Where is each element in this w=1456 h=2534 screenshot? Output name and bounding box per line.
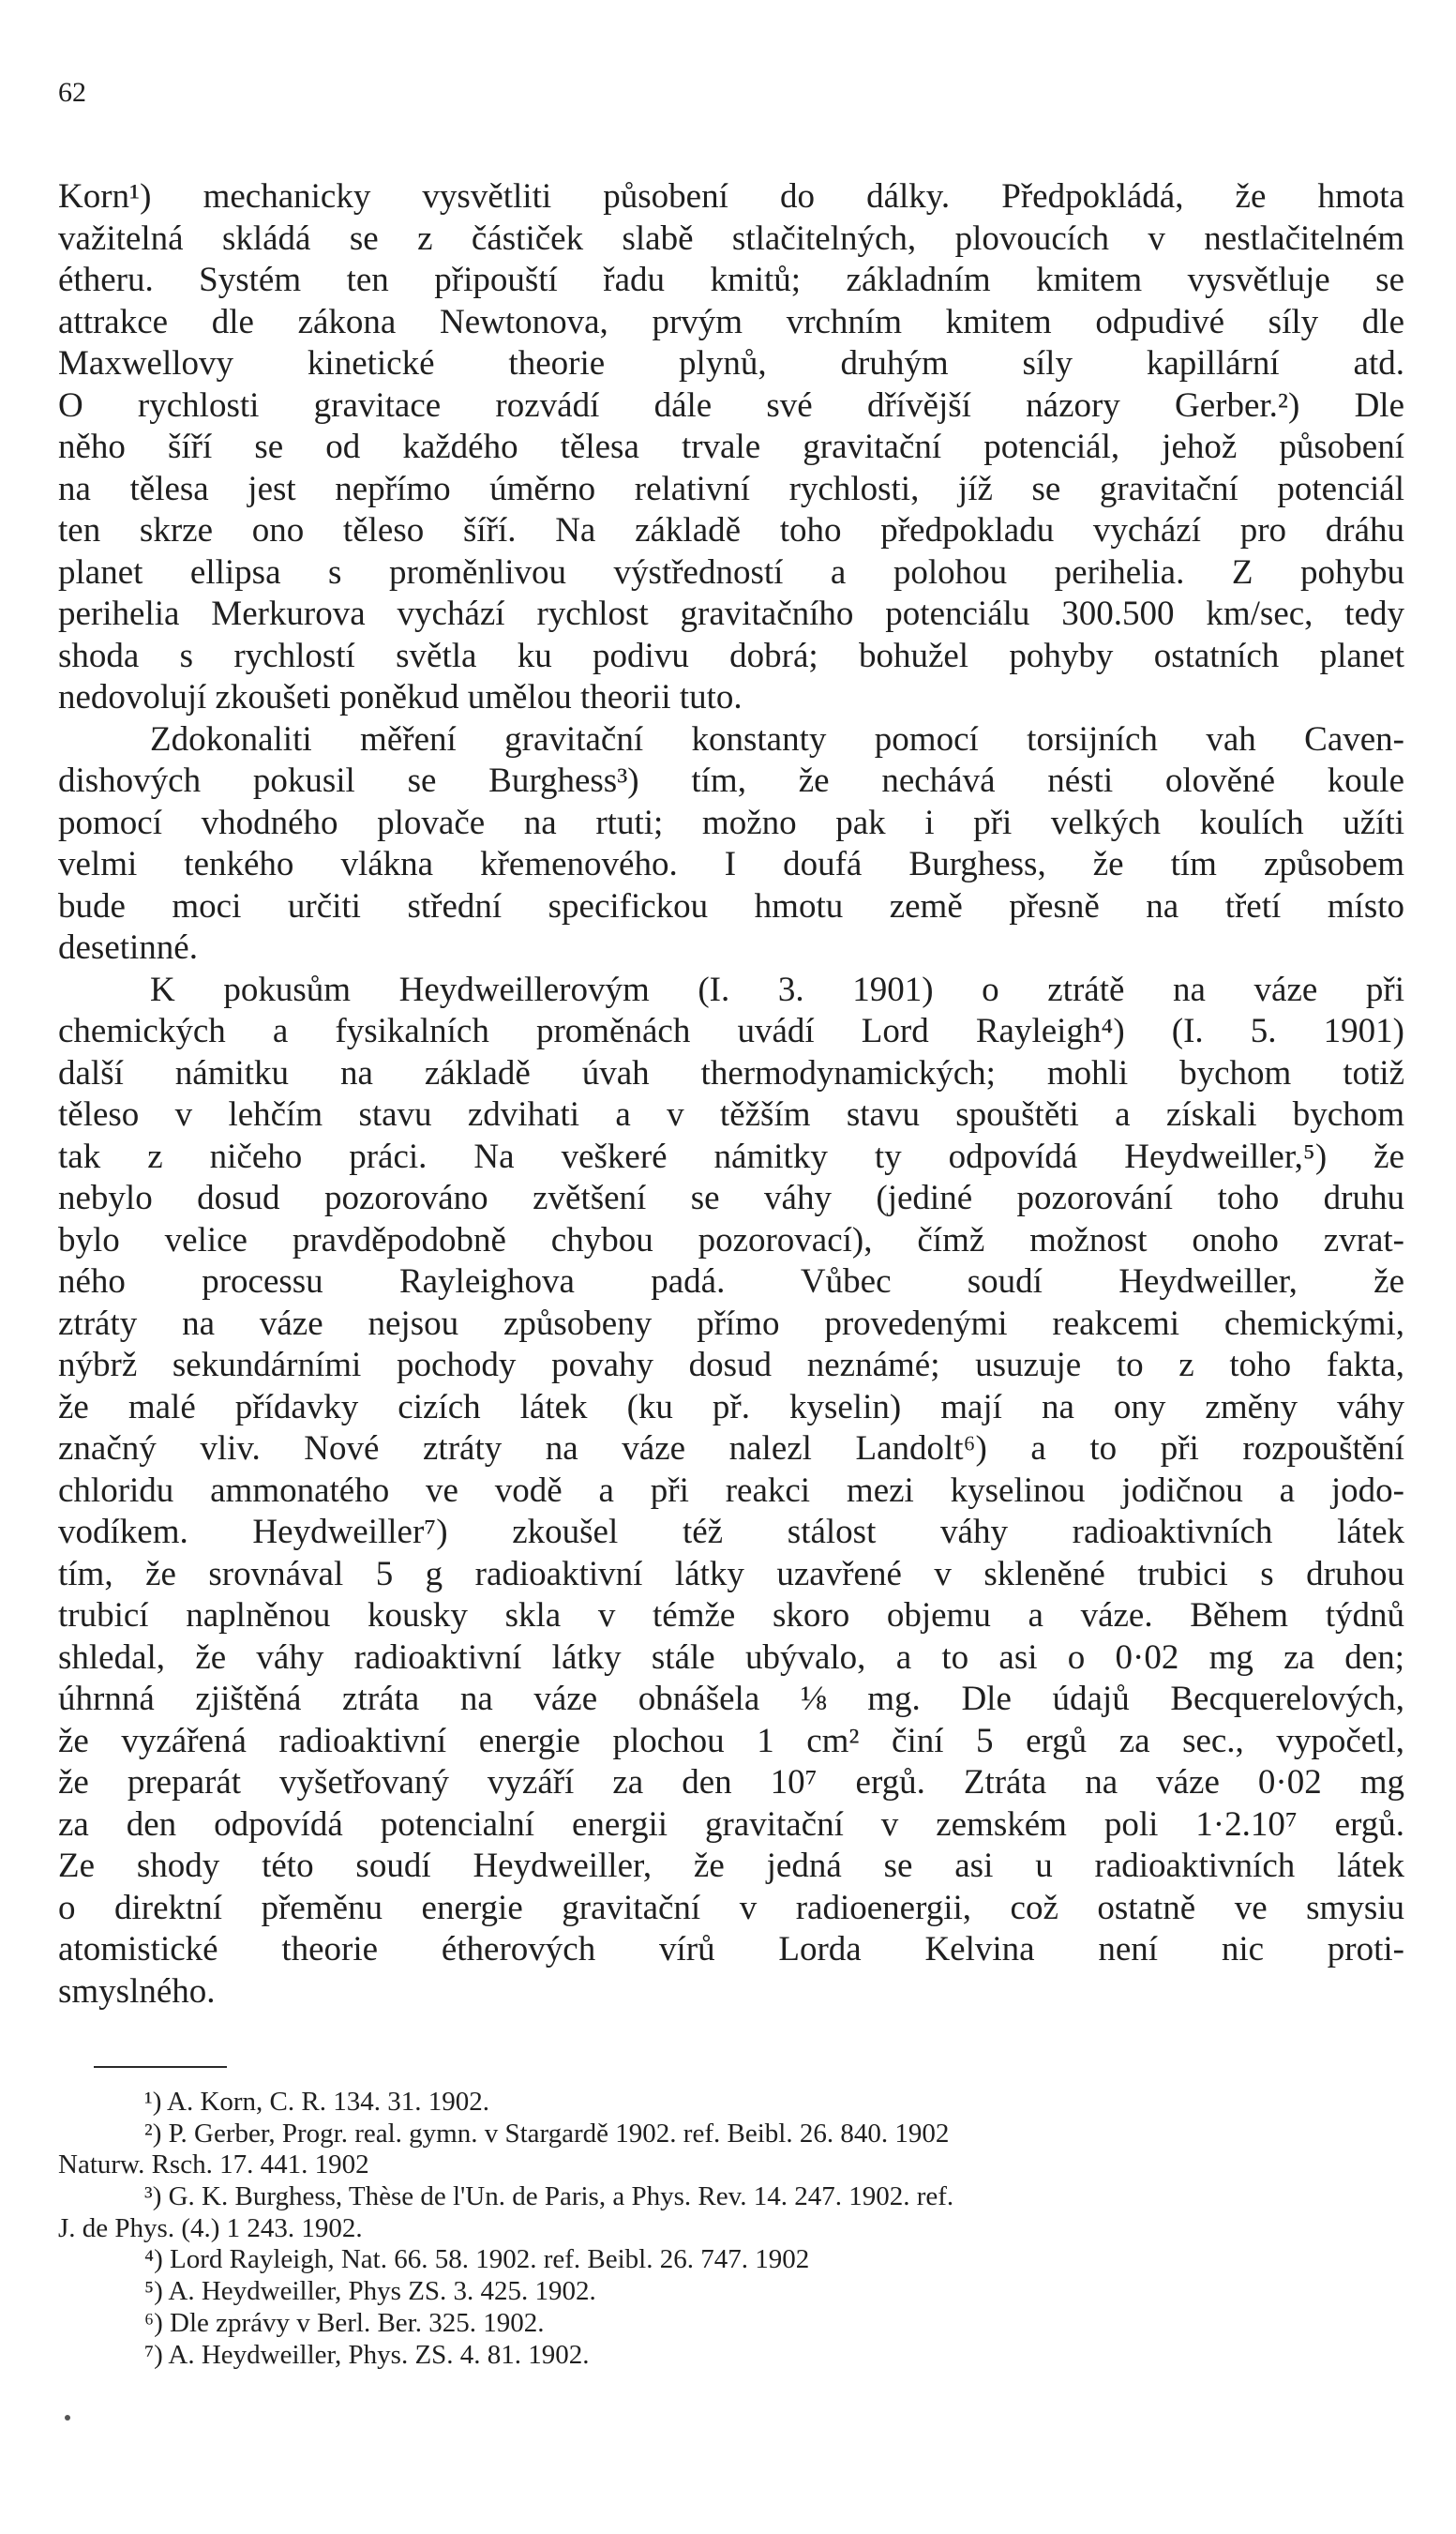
text-line: O rychlosti gravitace rozvádí dále své dřívější názory Gerber.²) Dle xyxy=(58,385,1404,425)
text-line: dishových pokusil se Burghess³) tím, že nechává nésti olověné koule xyxy=(58,762,1404,800)
footnote-line: ⁵) A. Heydweiller, Phys ZS. 3. 425. 1902. xyxy=(144,2276,596,2307)
footnote-line: ³) G. K. Burghess, Thèse de l'Un. de Paris, a Phys. Rev. 14. 247. 1902. ref. xyxy=(144,2181,954,2212)
text-line: že malé přídavky cizích látek (ku př. kyselin) mají na ony změny váhy xyxy=(58,1387,1404,1426)
text-line: pomocí vhodného plovače na rtuti; možno pak i při velkých koulích užíti xyxy=(58,803,1404,842)
text-line: tím, že srovnával 5 g radioaktivní látky uzavřené v skleněné trubici s druhou xyxy=(58,1554,1404,1593)
text-line: planet ellipsa s proměnlivou výstředností a polohou perihelia. Z pohybu xyxy=(58,552,1404,592)
text-line: chloridu ammonatého ve vodě a při reakci mezi kyselinou jodičnou a jodo- xyxy=(58,1471,1404,1510)
page-number: 62 xyxy=(58,77,86,108)
text-line: attrakce dle zákona Newtonova, prvým vrchním kmitem odpudivé síly dle xyxy=(58,302,1404,341)
footnote-line: ⁶) Dle zprávy v Berl. Ber. 325. 1902. xyxy=(144,2307,545,2338)
text-line: nebylo dosud pozorováno zvětšení se váhy (jediné pozorování toho druhu xyxy=(58,1179,1404,1217)
text-line: trubicí naplněnou kousky skla v témže skoro objemu a váze. Během týdnů xyxy=(58,1596,1404,1635)
text-line: velmi tenkého vlákna křemenového. I doufá Burghess, že tím způsobem xyxy=(58,845,1404,883)
text-line: značný vliv. Nové ztráty na váze nalezl Landolt⁶) a to při rozpouštění xyxy=(58,1429,1404,1468)
text-line: shoda s rychlostí světla ku podivu dobrá; bohužel pohyby ostatních planet xyxy=(58,636,1404,675)
text-line: K pokusům Heydweillerovým (I. 3. 1901) o ztrátě na váze při xyxy=(150,970,1404,1009)
text-line: těleso v lehčím stavu zdvihati a v těžším stavu spouštěti a získali bychom xyxy=(58,1095,1404,1134)
text-line: úhrnná zjištěná ztráta na váze obnášela ⅛ mg. Dle údajů Becquerelových, xyxy=(58,1680,1404,1718)
footnote-line: ⁷) A. Heydweiller, Phys. ZS. 4. 81. 1902. xyxy=(144,2339,590,2370)
text-line: tak z ničeho práci. Na veškeré námitky ty odpovídá Heydweiller,⁵) že xyxy=(58,1137,1404,1176)
text-line: Zdokonaliti měření gravitační konstanty pomocí torsijních vah Caven- xyxy=(150,719,1404,759)
text-line: shledal, že váhy radioaktivní látky stále ubývalo, a to asi o 0·02 mg za den; xyxy=(58,1637,1404,1677)
text-line: něho šíří se od každého tělesa trvale gravitační potenciál, jehož působení xyxy=(58,428,1404,466)
text-line: že preparát vyšetřovaný vyzáří za den 10⁷ ergů. Ztráta na váze 0·02 mg xyxy=(58,1763,1404,1802)
footnote-line: ¹) A. Korn, C. R. 134. 31. 1902. xyxy=(144,2087,489,2117)
text-line: že vyzářená radioaktivní energie plochou 1 cm² činí 5 ergů za sec., vypočetl, xyxy=(58,1721,1404,1760)
text-line: smyslného. xyxy=(58,1971,216,2011)
text-line: Maxwellovy kinetické theorie plynů, druhým síly kapillární atd. xyxy=(58,344,1404,383)
text-line: vodíkem. Heydweiller⁷) zkoušel též stálost váhy radioaktivních látek xyxy=(58,1513,1404,1551)
footnote-line: ⁴) Lord Rayleigh, Nat. 66. 58. 1902. ref. Beibl. 26. 747. 1902 xyxy=(144,2244,810,2275)
body-text xyxy=(58,176,1404,2013)
text-line: nýbrž sekundárními pochody povahy dosud neznámé; usuzuje to z toho fakta, xyxy=(58,1346,1404,1384)
text-line: perihelia Merkurova vychází rychlost gravitačního potenciálu 300.500 km/sec, tedy xyxy=(58,595,1404,633)
text-line: atomistické theorie étherových vírů Lorda Kelvina není nic proti- xyxy=(58,1930,1404,1968)
text-line: važitelná skládá se z částiček slabě stlačitelných, plovoucích v nestlačitelném xyxy=(58,219,1404,258)
text-line: nedovolují zkoušeti poněkud umělou theorii tuto. xyxy=(58,678,743,716)
text-line: bylo velice pravděpodobně chybou pozorovací), čímž možnost onoho zvrat- xyxy=(58,1220,1404,1259)
text-line: étheru. Systém ten připouští řadu kmitů; základním kmitem vysvětluje se xyxy=(58,261,1404,299)
text-line: ného processu Rayleighova padá. Vůbec soudí Heydweiller, že xyxy=(58,1262,1404,1301)
margin-mark xyxy=(65,2415,70,2421)
text-line: bude moci určiti střední specifickou hmotu země přesně na třetí místo xyxy=(58,886,1404,926)
text-line: Ze shody této soudí Heydweiller, že jedná se asi u radioaktivních látek xyxy=(58,1847,1404,1885)
footnote-line: Naturw. Rsch. 17. 441. 1902 xyxy=(58,2149,369,2180)
text-line: ten skrze ono těleso šíří. Na základě toho předpokladu vychází pro dráhu xyxy=(58,511,1404,550)
text-line: chemických a fysikalních proměnách uvádí Lord Rayleigh⁴) (I. 5. 1901) xyxy=(58,1012,1404,1050)
text-line: desetinné. xyxy=(58,928,198,967)
footnotes xyxy=(58,2087,1404,2371)
footnote-rule xyxy=(94,2066,227,2068)
text-line: na tělesa jest nepřímo úměrno relativní rychlosti, jíž se gravitační potenciál xyxy=(58,469,1404,508)
text-line: za den odpovídá potencialní energii gravitační v zemském poli 1·2.10⁷ ergů. xyxy=(58,1804,1404,1844)
footnote-line: J. de Phys. (4.) 1 243. 1902. xyxy=(58,2212,363,2243)
text-line: ztráty na váze nejsou způsobeny přímo provedenými reakcemi chemickými, xyxy=(58,1304,1404,1343)
footnote-line: ²) P. Gerber, Progr. real. gymn. v Stargardě 1902. ref. Beibl. 26. 840. 1902 xyxy=(144,2118,950,2149)
text-line: o direktní přeměnu energie gravitační v radioenergii, což ostatně ve smysiu xyxy=(58,1888,1404,1927)
text-line: Korn¹) mechanicky vysvětliti působení do dálky. Předpokládá, že hmota xyxy=(58,177,1404,216)
text-line: další námitku na základě úvah thermodynamických; mohli bychom totiž xyxy=(58,1053,1404,1093)
